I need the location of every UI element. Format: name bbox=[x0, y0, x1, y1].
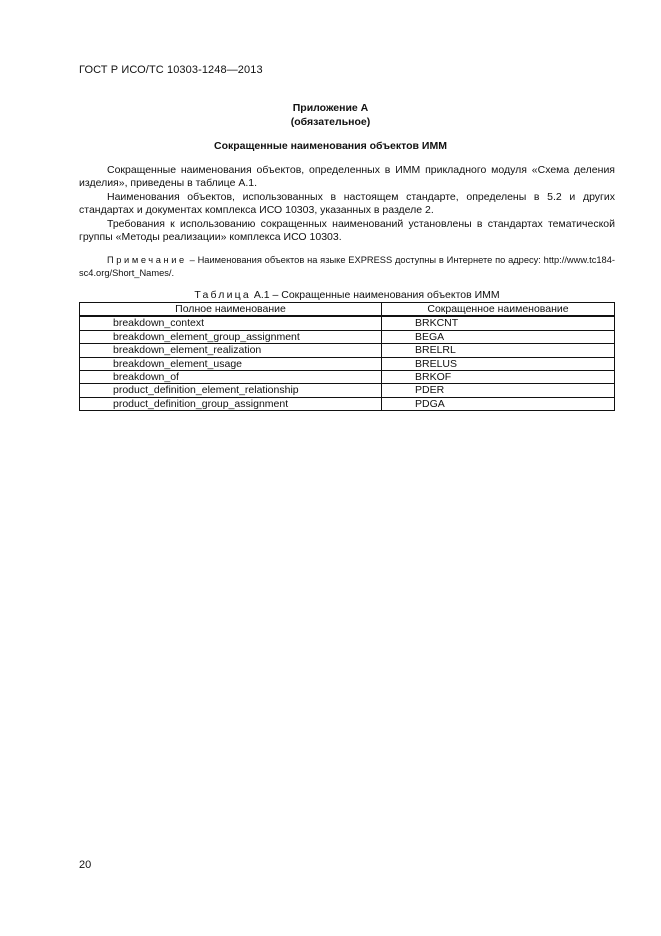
section-title: Сокращенные наименования объектов ИММ bbox=[214, 140, 447, 152]
full-name-cell: breakdown_context bbox=[80, 316, 382, 330]
table-row bbox=[80, 330, 615, 343]
full-name-cell: breakdown_element_group_assignment bbox=[80, 330, 382, 343]
table-caption-prefix: Таблица bbox=[194, 289, 251, 301]
table-row bbox=[80, 357, 615, 370]
short-name-cell: BRKOF bbox=[382, 371, 615, 384]
table-header-row bbox=[80, 303, 615, 317]
page-number: 20 bbox=[79, 859, 92, 871]
table-row bbox=[80, 344, 615, 357]
short-name-cell: BEGA bbox=[382, 330, 615, 343]
standard-code-header: ГОСТ Р ИСО/ТС 10303-1248—2013 bbox=[79, 64, 263, 76]
full-name-cell: product_definition_group_assignment bbox=[80, 397, 382, 410]
note-text: – Наименования объектов на языке EXPRESS доступны в Интернете по адресу: http://www.tc184-sc4.org/Short_Names/. bbox=[79, 255, 615, 278]
paragraph: Сокращенные наименования объектов, определенных в ИММ прикладного модуля «Схема деления изделия», приведены в таблице А.1. bbox=[79, 164, 615, 190]
column-header-full-name: Полное наименование bbox=[80, 303, 382, 317]
short-name-cell: PDER bbox=[382, 384, 615, 397]
appendix-heading bbox=[0, 101, 661, 129]
paragraph: Требования к использованию сокращенных наименований установлены в стандартах тематической группы «Методы реализации» комплекса ИСО 10303. bbox=[79, 217, 615, 244]
full-name-cell: breakdown_element_usage bbox=[80, 357, 382, 370]
abbreviations-table bbox=[79, 302, 615, 411]
paragraph: Наименования объектов, использованных в настоящем стандарте, определены в 5.2 и других стандартах и документах комплекса ИСО 10303, указанных в разделе 2. bbox=[79, 190, 615, 217]
appendix-title: Приложение А bbox=[292, 102, 369, 114]
note bbox=[79, 254, 615, 279]
note-label: Примечание bbox=[107, 255, 187, 265]
body-text bbox=[79, 164, 615, 244]
table-row bbox=[80, 397, 615, 410]
full-name-cell: breakdown_element_realization bbox=[80, 344, 382, 357]
short-name-cell: BRKCNT bbox=[382, 316, 615, 330]
short-name-cell: BRELRL bbox=[382, 344, 615, 357]
short-name-cell: BRELUS bbox=[382, 357, 615, 370]
table-row bbox=[80, 371, 615, 384]
table-row bbox=[80, 316, 615, 330]
appendix-status: (обязательное) bbox=[290, 116, 371, 128]
table-caption-rest: А.1 – Сокращенные наименования объектов ИММ bbox=[250, 289, 500, 301]
column-header-short-name: Сокращенное наименование bbox=[382, 303, 615, 317]
full-name-cell: product_definition_element_relationship bbox=[80, 384, 382, 397]
table-row bbox=[80, 384, 615, 397]
short-name-cell: PDGA bbox=[382, 397, 615, 410]
full-name-cell: breakdown_of bbox=[80, 371, 382, 384]
table-caption bbox=[79, 289, 615, 301]
